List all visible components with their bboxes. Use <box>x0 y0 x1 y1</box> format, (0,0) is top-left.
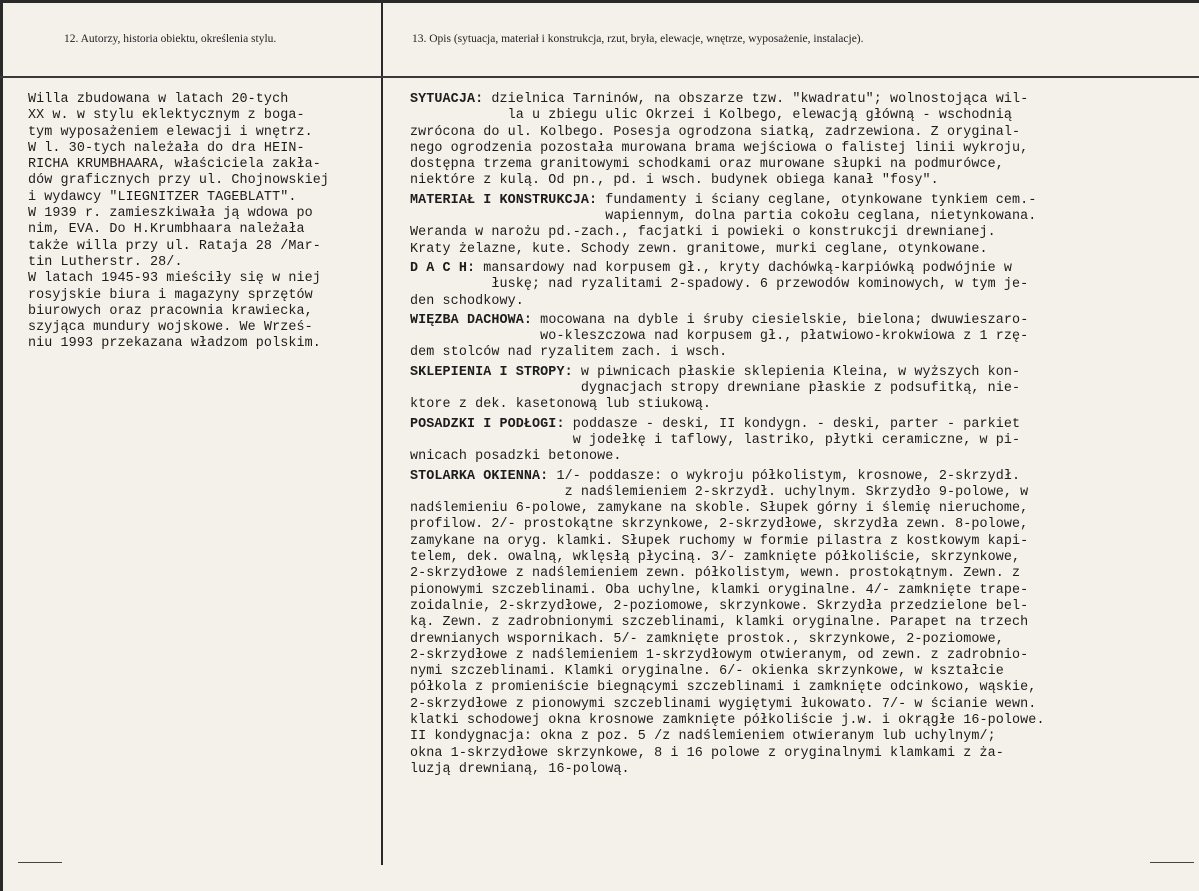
section-label: WIĘZBA DACHOWA: <box>410 312 533 328</box>
description-line: wnicach posadzki betonowe. <box>410 449 622 465</box>
section-label: MATERIAŁ I KONSTRUKCJA: <box>410 192 598 208</box>
description-line: profilow. 2/- prostokątne skrzynkowe, 2-skrzydłowe, skrzydła zewn. 8-polowe, <box>410 517 1029 533</box>
history-text <box>28 92 384 353</box>
description-line <box>410 365 1196 381</box>
description-line: półkola z promieniście biegnącymi szczeblinami i zamknięte odcinkowo, wąskie, <box>410 680 1037 696</box>
section-text: w piwnicach płaskie sklepienia Kleina, w wyższych kon- <box>572 364 1021 380</box>
header-rule <box>0 76 1199 78</box>
description-line <box>410 417 1196 433</box>
description-line <box>410 193 1196 209</box>
description-line: okna 1-skrzydłowe skrzynkowe, 8 i 16 polowe z oryginalnymi klamkami z ża- <box>410 745 1004 761</box>
history-line: tym wyposażeniem elewacji i wnętrz. <box>28 124 313 140</box>
section-text: fundamenty i ściany ceglane, otynkowane tynkiem cem.- <box>597 192 1037 208</box>
description-line <box>410 469 1196 485</box>
description-section <box>410 92 1196 190</box>
description-line: den schodkowy. <box>410 293 524 309</box>
section-label: SKLEPIENIA I STROPY: <box>410 364 573 380</box>
section-label: SYTUACJA: <box>410 92 484 107</box>
history-line: także willa przy ul. Rataja 28 /Mar- <box>28 238 321 254</box>
description-line: w jodełkę i taflowy, lastriko, płytki ceramiczne, w pi- <box>410 432 1021 448</box>
history-line: szyjąca mundury wojskowe. We Wrześ- <box>28 320 313 336</box>
description-line: wapiennym, dolna partia cokołu ceglana, nietynkowana. <box>410 209 1037 225</box>
history-line: rosyjskie biura i magazyny sprzętów <box>28 287 313 303</box>
history-line: XX w. w stylu eklektycznym z boga- <box>28 108 305 124</box>
history-line: W l. 30-tych należała do dra HEIN- <box>28 140 305 156</box>
description-line: wo-kleszczowa nad korpusem gł., płatwiowo-krokwiowa z 1 rzę- <box>410 329 1029 345</box>
corner-mark-right <box>1150 862 1194 863</box>
description-line <box>410 92 1196 108</box>
description-section <box>410 469 1196 779</box>
description-line: zamykane na oryg. klamki. Słupek ruchomy w formie pilastra z kostkowym kapi- <box>410 533 1029 549</box>
description-line: dem stolców nad ryzalitem zach. i wsch. <box>410 345 728 361</box>
description-line: luzją drewnianą, 16-polową. <box>410 761 630 777</box>
description-line: drewnianych wspornikach. 5/- zamknięte prostok., skrzynkowe, 2-poziomowe, <box>410 631 1004 647</box>
description-section <box>410 417 1196 466</box>
description-line: nymi szczeblinami. Klamki oryginalne. 6/- okienka skrzynkowe, w kształcie <box>410 664 1004 680</box>
section-label: D A C H: <box>410 260 476 276</box>
description-line: nego ogrodzenia pozostała murowana brama wejściowa o falistej linii wykroju, <box>410 140 1029 156</box>
description-line: II kondygnacja: okna z poz. 5 /z nadślemieniem otwieranym lub uchylnym/; <box>410 729 996 745</box>
section-text: 1/- poddasze: o wykroju półkolistym, krosnowe, 2-skrzydł. <box>548 468 1021 484</box>
description-line: niektóre z kulą. Od pn., pd. i wsch. budynek obiega kanał "fosy". <box>410 173 939 189</box>
description-line: łuskę; nad ryzalitami 2-spadowy. 6 przewodów kominowych, w tym je- <box>410 277 1029 293</box>
description-line: 2-skrzydłowe z nadślemieniem zewn. półkolistym, wewn. prostokątnym. Zewn. z <box>410 566 1021 582</box>
description-line: zoidalnie, 2-skrzydłowe, 2-poziomowe, skrzynkowe. Skrzydła przedzielone bel- <box>410 598 1029 614</box>
history-line: niu 1993 przekazana władzom polskim. <box>28 336 321 352</box>
history-line: W latach 1945-93 mieściły się w niej <box>28 271 321 287</box>
history-line: dów graficznych przy ul. Chojnowskiej <box>28 173 330 189</box>
section-13-header: 13. Opis (sytuacja, materiał i konstrukcja, rzut, bryła, elewacje, wnętrze, wyposażenie, instalacje). <box>412 33 864 45</box>
description-section <box>410 261 1196 310</box>
history-line: tin Lutherstr. 28/. <box>28 254 183 270</box>
history-line: i wydawcy "LIEGNITZER TAGEBLATT". <box>28 189 297 205</box>
description-line: dygnacjach stropy drewniane płaskie z podsufitką, nie- <box>410 381 1021 397</box>
description-line: telem, dek. owalną, wklęsłą płyciną. 3/- zamknięte półkoliście, skrzynkowe, <box>410 550 1021 566</box>
description-section <box>410 193 1196 258</box>
description-line: 2-skrzydłowe z pionowymi szczeblinami wygiętymi łukowato. 7/- w ścianie wewn. <box>410 696 1037 712</box>
section-text: mocowana na dyble i śruby ciesielskie, bielona; dwuwieszaro- <box>532 312 1029 328</box>
section-12-header: 12. Autorzy, historia obiektu, określenia stylu. <box>64 33 277 45</box>
description-line: Weranda w narożu pd.-zach., facjatki i powieki o konstrukcji drewnianej. <box>410 225 996 241</box>
corner-mark-left <box>18 862 62 863</box>
description-line: ktore z dek. kasetonową lub stiukową. <box>410 397 712 413</box>
description-line: Kraty żelazne, kute. Schody zewn. granitowe, murki ceglane, otynkowane. <box>410 241 988 257</box>
history-line: W 1939 r. zamieszkiwała ją wdowa po <box>28 206 313 222</box>
description-line: ką. Zewn. z zadrobnionymi szczeblinami, klamki oryginalne. Parapet na trzech <box>410 615 1029 631</box>
section-label: POSADZKI I PODŁOGI: <box>410 416 565 432</box>
description-line: zwrócona do ul. Kolbego. Posesja ogrodzona siatką, zadrzewiona. Z oryginal- <box>410 124 1021 140</box>
description-text <box>410 92 1196 781</box>
description-line: dostępna trzema granitowymi schodkami oraz murowane słupki na podmurówce, <box>410 157 1004 173</box>
section-text: poddasze - deski, II kondygn. - deski, parter - parkiet <box>564 416 1021 432</box>
history-line: Willa zbudowana w latach 20-tych <box>28 92 289 107</box>
description-line: la u zbiegu ulic Okrzei i Kolbego, elewacją główną - wschodnią <box>410 108 1013 124</box>
history-line: nim, EVA. Do H.Krumbhaara należała <box>28 222 305 238</box>
description-line: 2-skrzydłowe z nadślemieniem 1-skrzydłowym otwieranym, od zewn. z zadrobnio- <box>410 647 1029 663</box>
description-line: z nadślemieniem 2-skrzydł. uchylnym. Skrzydło 9-polowe, w <box>410 484 1029 500</box>
description-line: klatki schodowej okna krosnowe zamknięte półkoliście j.w. i okrągłe 16-polowe. <box>410 712 1045 728</box>
description-line <box>410 313 1196 329</box>
description-section <box>410 313 1196 362</box>
description-section <box>410 365 1196 414</box>
description-line <box>410 261 1196 277</box>
history-line: biurowych oraz pracownia krawiecka, <box>28 303 313 319</box>
frame-top-border <box>0 0 1199 3</box>
description-line: pionowymi szczeblinami. Oba uchylne, klamki oryginalne. 4/- zamknięte trape- <box>410 582 1029 598</box>
section-label: STOLARKA OKIENNA: <box>410 468 549 484</box>
description-line: nadślemieniu 6-polowe, zamykane na skoble. Słupek górny i ślemię nieruchome, <box>410 501 1029 517</box>
history-line: RICHA KRUMBHAARA, właściciela zakła- <box>28 157 321 173</box>
frame-left-border <box>0 0 3 891</box>
section-text: dzielnica Tarninów, na obszarze tzw. "kwadratu"; wolnostojąca wil- <box>483 92 1029 107</box>
section-text: mansardowy nad korpusem gł., kryty dachówką-karpiówką podwójnie w <box>475 260 1013 276</box>
